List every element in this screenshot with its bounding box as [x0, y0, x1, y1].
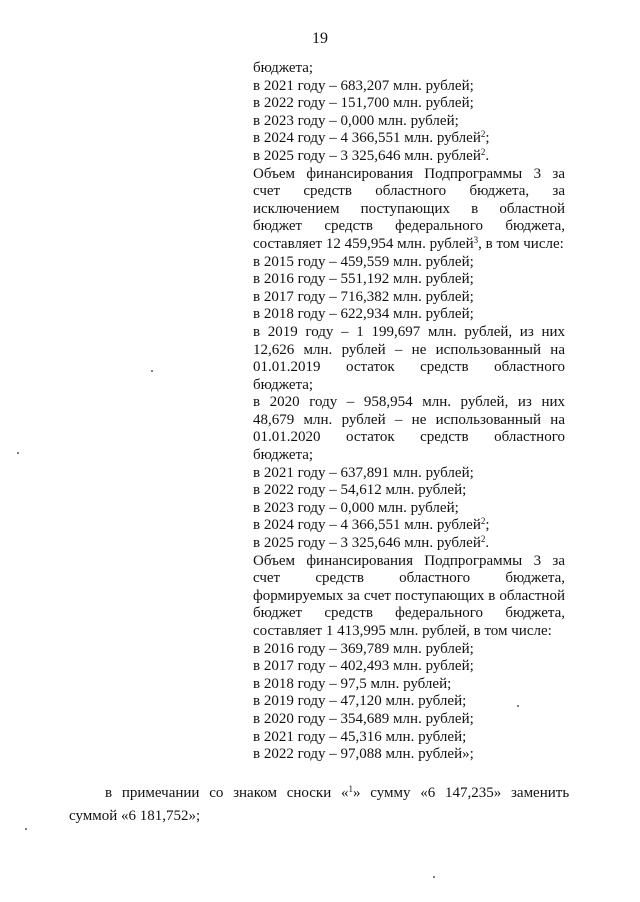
- scan-speck: [517, 705, 519, 707]
- text-line: в 2023 году – 0,000 млн. рублей;: [253, 112, 459, 129]
- text-line: в 2016 году – 551,192 млн. рублей;: [253, 271, 474, 288]
- text-line: бюджета;: [253, 447, 314, 464]
- text-line: исключением поступающих в областной: [253, 200, 565, 217]
- text-line: составляет 12 459,954 млн. рублей$^3$, в том числе:: [253, 234, 564, 252]
- paragraph-financing-regional: [253, 166, 565, 254]
- scan-speck: [433, 876, 435, 878]
- text-line: в 2021 году – 683,207 млн. рублей;: [253, 77, 474, 94]
- scan-speck: [25, 828, 27, 830]
- amendment-instruction: в примечании со знаком сноски «$^1$» сумму «6 147,235» заменить: [105, 784, 570, 801]
- block-a: [253, 60, 565, 166]
- footnote-marker: 2: [480, 534, 486, 545]
- text-line: бюджет средств федерального бюджета,: [253, 218, 565, 235]
- text-line: в 2017 году – 402,493 млн. рублей;: [253, 658, 474, 675]
- text-line: счет средств областного бюджета,: [253, 570, 565, 587]
- text-line: 48,679 млн. рублей – не использованный на: [253, 411, 565, 428]
- text-line: 12,626 млн. рублей – не использованный на: [253, 341, 565, 358]
- text-line: в 2019 году – 1 199,697 млн. рублей, из них: [253, 323, 565, 340]
- text-line: бюджета;: [253, 60, 314, 76]
- footnote-marker: 2: [480, 516, 486, 527]
- text-line: в 2017 году – 716,382 млн. рублей;: [253, 288, 474, 305]
- text-line: счет средств областного бюджета, за: [253, 183, 565, 200]
- scan-speck: [17, 452, 19, 454]
- text-line: в 2020 году – 958,954 млн. рублей, из них: [253, 394, 565, 411]
- footnote-marker: 2: [480, 146, 486, 157]
- text-line: в 2021 году – 637,891 млн. рублей;: [253, 464, 474, 481]
- page-number: 19: [312, 30, 328, 47]
- text-line: в 2018 году – 622,934 млн. рублей;: [253, 306, 474, 323]
- text-line: составляет 1 413,995 млн. рублей, в том числе:: [253, 623, 552, 639]
- scan-speck: [151, 370, 153, 372]
- text-line: 01.01.2020 остаток средств областного: [253, 429, 565, 446]
- text-line: в 2023 году – 0,000 млн. рублей;: [253, 499, 459, 516]
- text-line: в 2022 году – 54,612 млн. рублей;: [253, 482, 467, 499]
- paragraph-financing-federal: [253, 553, 565, 641]
- text-line: в 2019 году – 47,120 млн. рублей;: [253, 693, 467, 710]
- footnote-marker: 3: [473, 234, 479, 245]
- text-line: 01.01.2019 остаток средств областного: [253, 359, 565, 376]
- text-line: в 2024 году – 4 366,551 млн. рублей$^2$;: [253, 516, 490, 534]
- block-f: [253, 641, 565, 764]
- text-line: формируемых за счет поступающих в областной: [253, 587, 565, 604]
- text-line: бюджет средств федерального бюджета,: [253, 605, 565, 622]
- block-d: [253, 465, 565, 553]
- text-line: в 2015 году – 459,559 млн. рублей;: [253, 253, 474, 270]
- amendment-instruction-continued: суммой «6 181,752»;: [69, 808, 201, 824]
- block-c: [253, 254, 565, 324]
- main-text-column: [253, 60, 565, 764]
- footnote-marker: 1: [348, 784, 353, 794]
- text-line: в 2021 году – 45,316 млн. рублей;: [253, 728, 467, 745]
- footnote-marker: 2: [480, 129, 486, 140]
- paragraph-2020: [253, 394, 565, 464]
- text-line: в 2024 году – 4 366,551 млн. рублей$^2$;: [253, 129, 490, 147]
- text-line: в 2022 году – 151,700 млн. рублей;: [253, 95, 474, 112]
- text-line: в 2020 году – 354,689 млн. рублей;: [253, 710, 474, 727]
- text-line: в 2022 году – 97,088 млн. рублей»;: [253, 746, 474, 763]
- text-line: в 2025 году – 3 325,646 млн. рублей$^2$.: [253, 534, 490, 552]
- text-line: бюджета;: [253, 376, 314, 393]
- text-line: Объем финансирования Подпрограммы 3 за: [253, 552, 565, 569]
- text-line: в 2025 году – 3 325,646 млн. рублей$^2$.: [253, 146, 490, 164]
- text-line: Объем финансирования Подпрограммы 3 за: [253, 165, 565, 182]
- text-line: в 2018 году – 97,5 млн. рублей;: [253, 675, 452, 692]
- paragraph-2019: [253, 324, 565, 394]
- text-line: в 2016 году – 369,789 млн. рублей;: [253, 640, 474, 657]
